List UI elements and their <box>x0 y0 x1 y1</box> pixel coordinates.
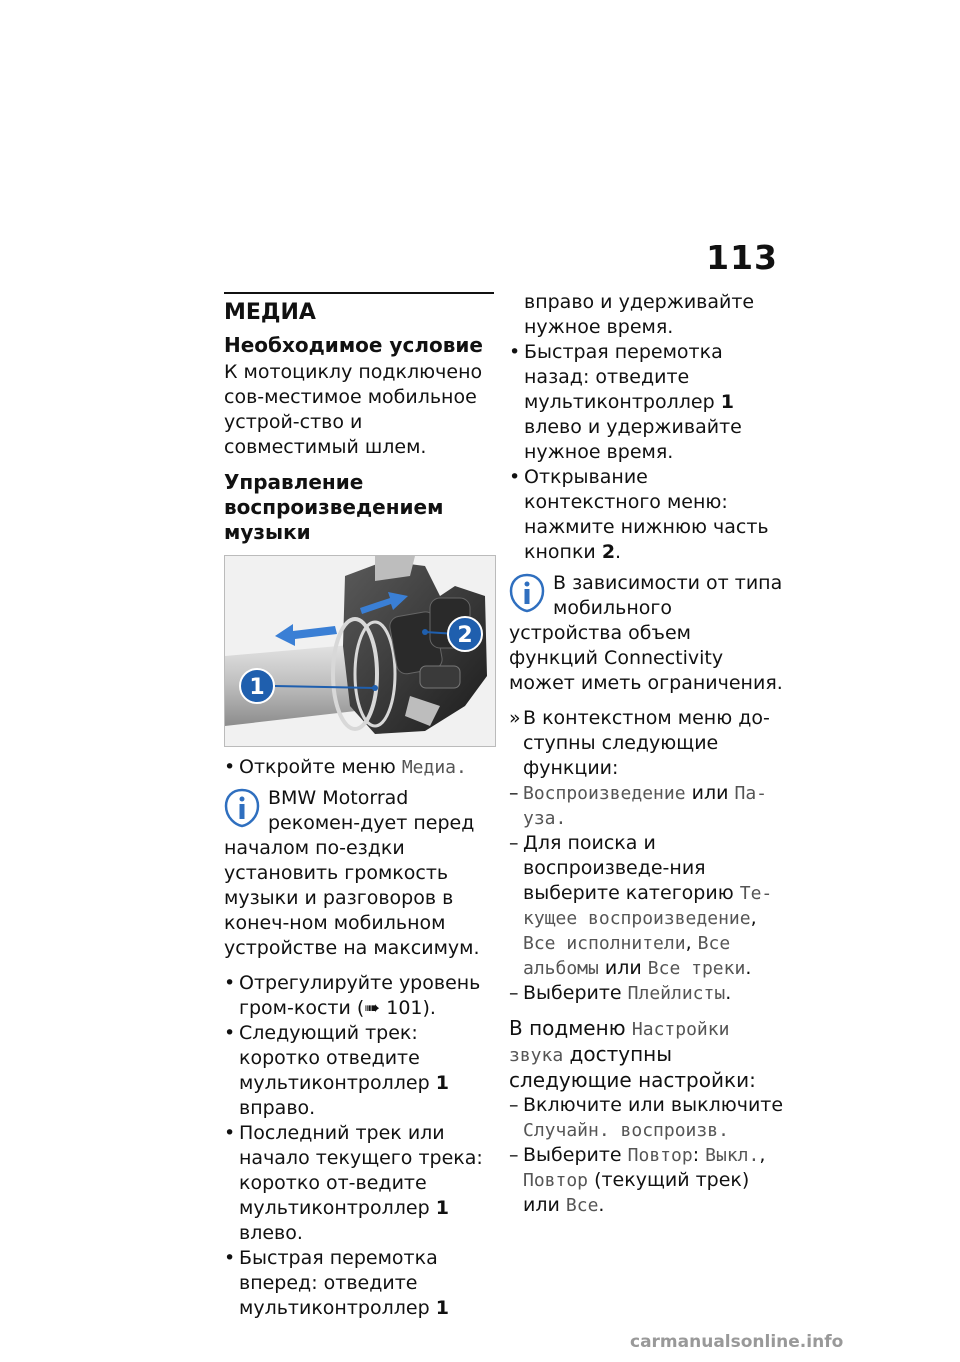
info-icon <box>224 788 260 828</box>
watermark: carmanualsonline.info <box>630 1332 844 1352</box>
list-item: • Последний трек или начало текущего трека: коротко от-ведите мультиконтроллер 1 влево. <box>224 1121 494 1246</box>
list-item: – Включите или выключите Случайн. воспроизв. <box>509 1093 785 1143</box>
info-note <box>224 786 494 961</box>
list-item: • Быстрая перемотка назад: отведите мультиконтроллер 1 влево и удерживайте нужное время. <box>509 340 785 465</box>
section-title: МЕДИА <box>224 300 316 325</box>
callout-2-label: 2 <box>457 623 473 648</box>
list-item: • Быстрая перемотка вперед: отведите мультиконтроллер 1 <box>224 1246 494 1321</box>
handlebar-illustration <box>225 556 495 746</box>
note-text: BMW Motorrad рекомен-дует перед началом по-ездки установить громкость музыки и разговоров в конеч-ном мобильном устройстве на максимум. <box>224 787 480 959</box>
callout-1-label: 1 <box>249 675 265 700</box>
requirement-heading: Необходимое условие <box>224 333 483 357</box>
handlebar-controller-figure <box>224 555 496 747</box>
left-column <box>224 292 494 1321</box>
submenu-intro: В подменю Настройки звука доступны следующие настройки: <box>509 1016 756 1092</box>
page-number: 113 <box>706 238 778 277</box>
list-item: – Выберите Повтор: Выкл., Повтор (текущий трек) или Все. <box>509 1143 785 1218</box>
info-note <box>509 571 785 696</box>
list-item: • Откройте меню Медиа. <box>224 755 494 780</box>
list-item: » В контекстном меню до-ступны следующие функции: <box>509 706 785 781</box>
menu-name: Медиа. <box>401 757 467 778</box>
requirement-text: К мотоциклу подключено сов-местимое мобильное устрой-ство и совместимый шлем. <box>224 361 483 458</box>
list-item: • Следующий трек: коротко отведите мультиконтроллер 1 вправо. <box>224 1021 494 1121</box>
list-item: – Выберите Плейлисты. <box>509 981 785 1006</box>
page-ref-arrow-icon: ➠ <box>364 997 381 1019</box>
music-control-heading: Управление воспроизведением музыки <box>224 470 444 544</box>
section-rule <box>224 292 494 294</box>
list-item: – Воспроизведение или Па-уза. <box>509 781 785 831</box>
note-text: В зависимости от типа мобильного устройства объем функций Connectivity может иметь ограничения. <box>509 572 783 694</box>
right-column <box>509 290 785 1218</box>
list-item: – Для поиска и воспроизведе-ния выберите категорию Те-кущее воспроизведение, Все исполнители, Все альбомы или Все треки. <box>509 831 785 981</box>
list-item: • Открывание контекстного меню: нажмите нижнюю часть кнопки 2. <box>509 465 785 565</box>
list-item-continuation: вправо и удерживайте нужное время. <box>524 291 755 338</box>
list-item: • Отрегулируйте уровень гром-кости (➠ 101). <box>224 971 494 1021</box>
info-icon <box>509 573 545 613</box>
